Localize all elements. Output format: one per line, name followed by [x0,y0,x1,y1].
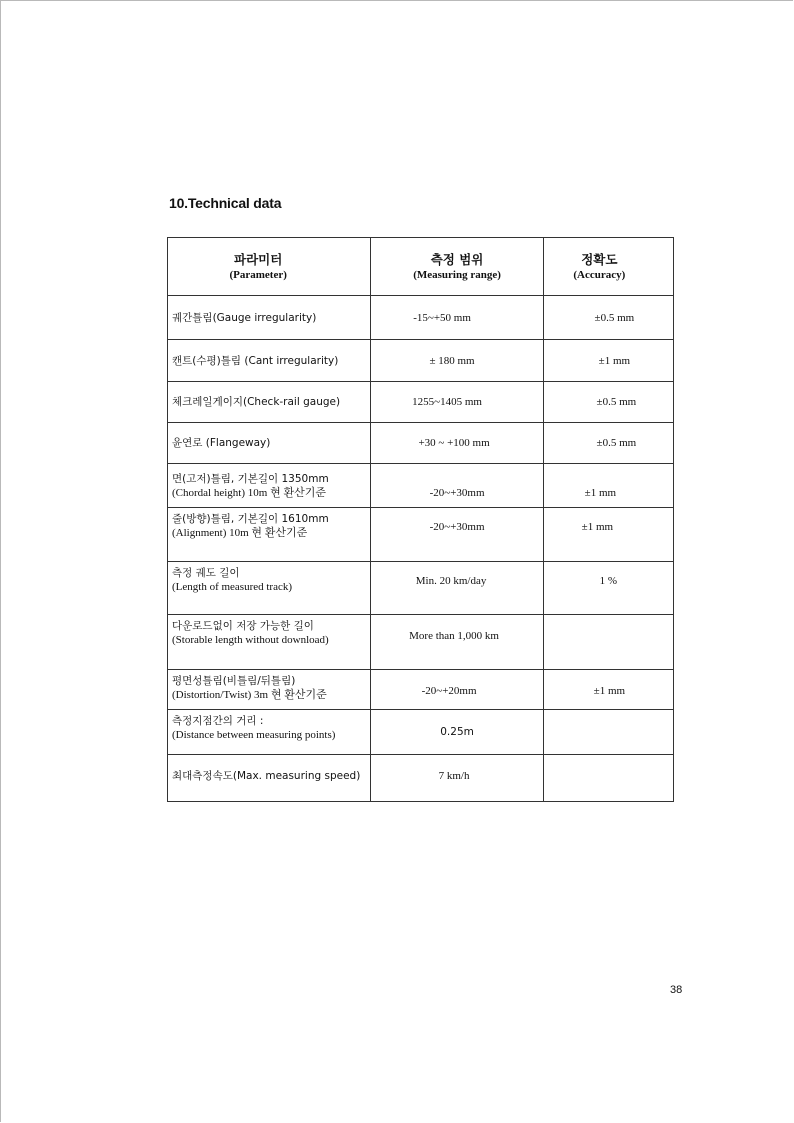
table-row [168,296,674,340]
table-row [168,508,674,562]
range-cell: 7 km/h [371,755,543,802]
accuracy-cell: ±1 mm [543,508,673,562]
parameter-cell [168,710,371,755]
header-accuracy [543,238,673,296]
header-measuring-range [371,238,543,296]
parameter-cell [168,464,371,508]
parameter-label-kr: 측정지점간의 거리 : [172,715,264,727]
accuracy-cell: ±1 mm [543,670,673,710]
header-range-kr: 측정 범위 [430,251,484,267]
accuracy-cell [543,755,673,802]
header-parameter-kr: 파라미터 [234,251,283,267]
table-row [168,464,674,508]
table-row [168,755,674,802]
parameter-label-kr: 다운로드없이 저장 가능한 길이 [172,620,314,632]
parameter-cell [168,508,371,562]
parameter-cell [168,296,371,340]
page-number: 38 [670,984,683,996]
table-row [168,423,674,464]
parameter-cell [168,340,371,382]
accuracy-cell [543,615,673,670]
parameter-cell [168,562,371,615]
range-cell: -20~+30mm [371,508,543,562]
range-cell: ± 180 mm [371,340,543,382]
accuracy-cell: ±0.5 mm [543,296,673,340]
parameter-label-kr: 측정 궤도 길이 [172,567,240,579]
parameter-label-kr: 줄(방향)틀림, 기본길이 1610mm [172,513,329,525]
technical-data-table [167,237,674,802]
accuracy-cell [543,710,673,755]
table-row [168,615,674,670]
section-title: 10.Technical data [169,195,282,211]
range-cell: -20~+20mm [371,670,543,710]
header-parameter [168,238,371,296]
table-row [168,710,674,755]
range-cell: Min. 20 km/day [371,562,543,615]
parameter-label-kr: 평면성틀림(비틀림/뒤틀림) [172,675,296,687]
header-parameter-en: (Parameter) [229,268,287,281]
range-cell: +30 ~ +100 mm [371,423,543,464]
accuracy-cell: ±1 mm [543,340,673,382]
range-cell: 0.25m [371,710,543,755]
accuracy-cell: ±0.5 mm [543,423,673,464]
table-row [168,340,674,382]
parameter-label: 윤연로 (Flangeway) [172,437,271,449]
parameter-label: 체크레일게이지(Check-rail gauge) [172,396,341,408]
accuracy-cell: ±0.5 mm [543,382,673,423]
table-row [168,382,674,423]
parameter-label: 캔트(수평)틀림 (Cant irregularity) [172,354,339,367]
parameter-cell [168,423,371,464]
table-row [168,670,674,710]
range-cell: More than 1,000 km [371,615,543,670]
parameter-cell [168,615,371,670]
parameter-label-en: (Distortion/Twist) 3m 현 환산기준 [172,689,327,701]
accuracy-cell: ±1 mm [543,464,673,508]
header-accuracy-kr: 정확도 [581,251,618,267]
parameter-label-en: (Alignment) 10m 현 환산기준 [172,527,308,539]
parameter-label-en: (Storable length without download) [172,634,329,646]
parameter-label-kr: 면(고저)틀림, 기본길이 1350mm [172,472,329,485]
parameter-label-en: (Length of measured track) [172,581,293,593]
parameter-cell [168,382,371,423]
parameter-label: 최대측정속도(Max. measuring speed) [172,770,361,782]
range-cell: -20~+30mm [371,464,543,508]
parameter-label-en: (Distance between measuring points) [172,729,336,741]
parameter-label: 궤간틀림(Gauge irregularity) [172,311,317,324]
parameter-cell [168,755,371,802]
parameter-cell [168,670,371,710]
range-cell: 1255~1405 mm [371,382,543,423]
header-accuracy-en: (Accuracy) [573,268,626,281]
range-cell: -15~+50 mm [371,296,543,340]
parameter-label-en: (Chordal height) 10m 현 환산기준 [172,486,326,499]
header-range-en: (Measuring range) [413,268,501,281]
table-header-row [168,238,674,296]
table-row [168,562,674,615]
accuracy-cell: 1 % [543,562,673,615]
